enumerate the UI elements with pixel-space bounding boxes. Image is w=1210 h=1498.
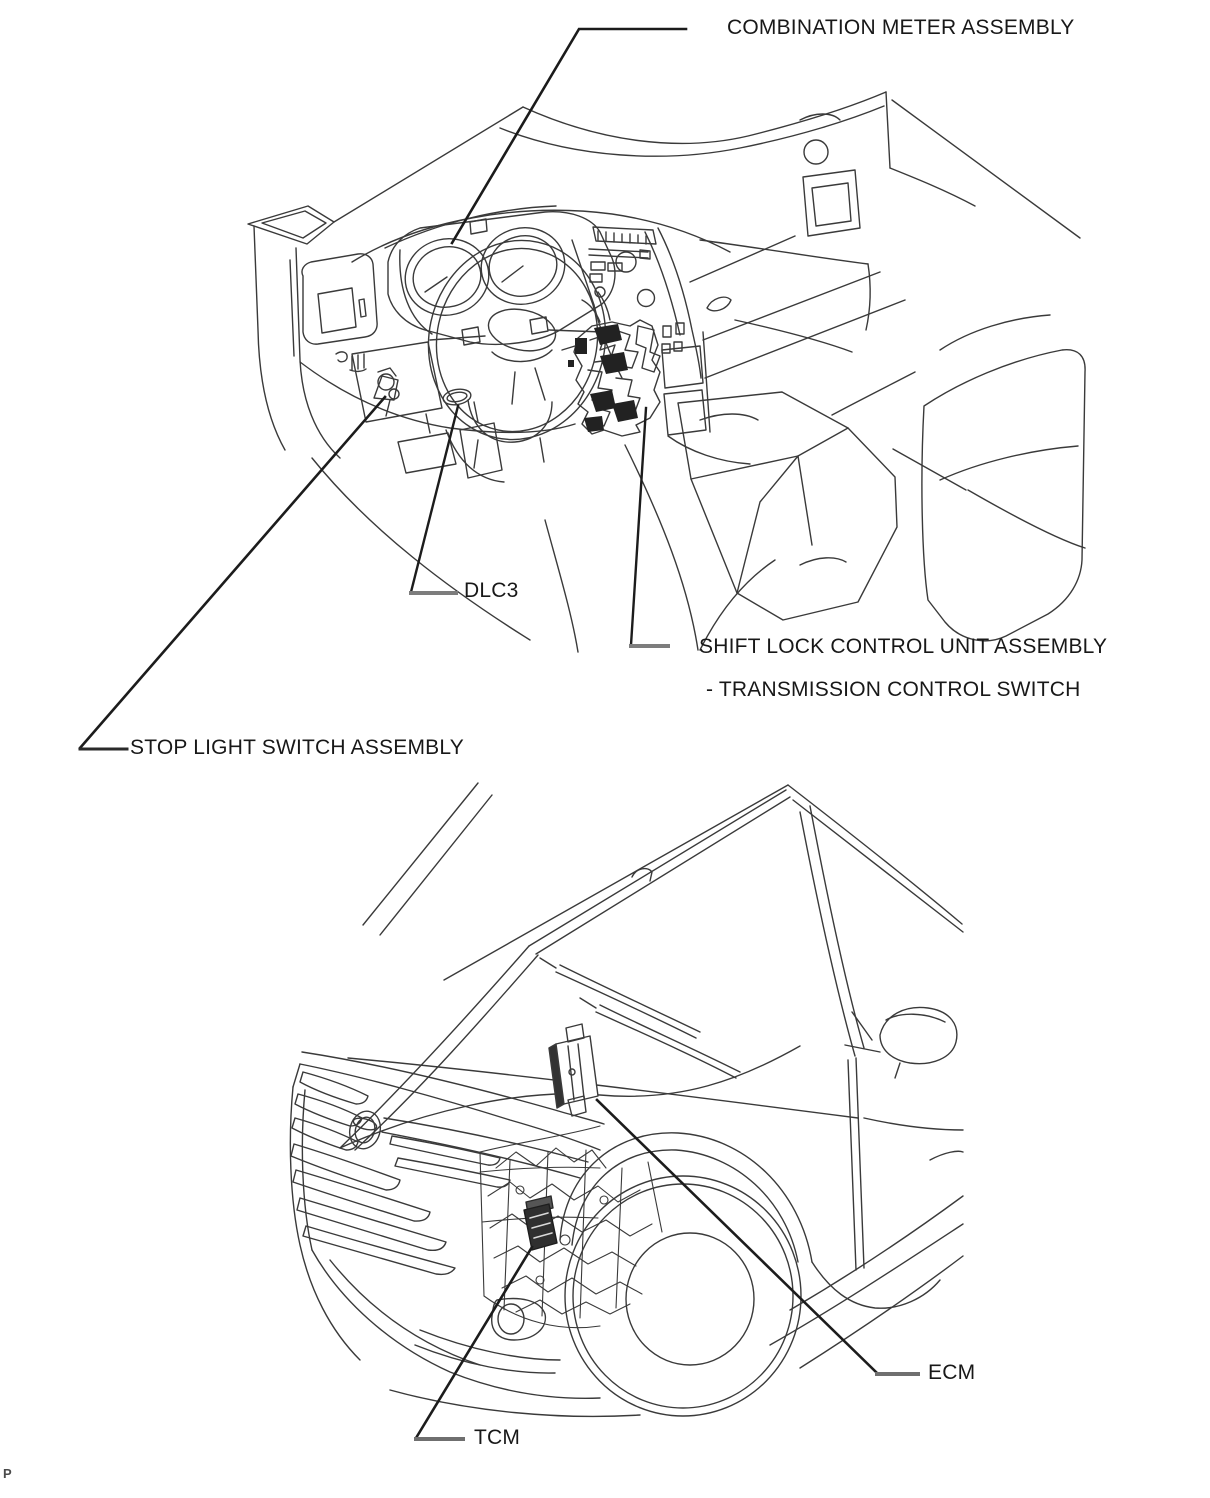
tcm-leader xyxy=(416,1247,532,1438)
dlc3-leader xyxy=(411,406,458,592)
ecm-leader xyxy=(597,1100,877,1373)
front-bumper xyxy=(312,1250,640,1416)
stop-light-leader xyxy=(80,397,385,748)
dlc3-label: DLC3 xyxy=(464,579,519,602)
seat-cushion xyxy=(922,315,1085,641)
passenger-door-area xyxy=(690,92,1080,415)
toyota-emblem xyxy=(345,1108,384,1153)
shift-lock-leader xyxy=(631,408,646,645)
combination-meter-label: COMBINATION METER ASSEMBLY xyxy=(727,16,1075,39)
stop-light-switch-label: STOP LIGHT SWITCH ASSEMBLY xyxy=(130,736,464,759)
ecm-module xyxy=(549,1024,598,1116)
tcm-label: TCM xyxy=(474,1426,521,1449)
ecm-label: ECM xyxy=(928,1361,976,1384)
roof-and-windshield xyxy=(340,783,963,1150)
tcm-module xyxy=(524,1196,557,1250)
page-marker: P xyxy=(3,1466,12,1481)
vehicle-front-illustration xyxy=(290,783,963,1416)
leader-lines xyxy=(80,29,918,1439)
dashboard-illustration xyxy=(248,92,1085,652)
shift-lock-label-line1: SHIFT LOCK CONTROL UNIT ASSEMBLY xyxy=(699,635,1108,658)
dash-left-wing xyxy=(248,107,523,458)
shift-lock-label-line2: - TRANSMISSION CONTROL SWITCH xyxy=(706,678,1081,701)
